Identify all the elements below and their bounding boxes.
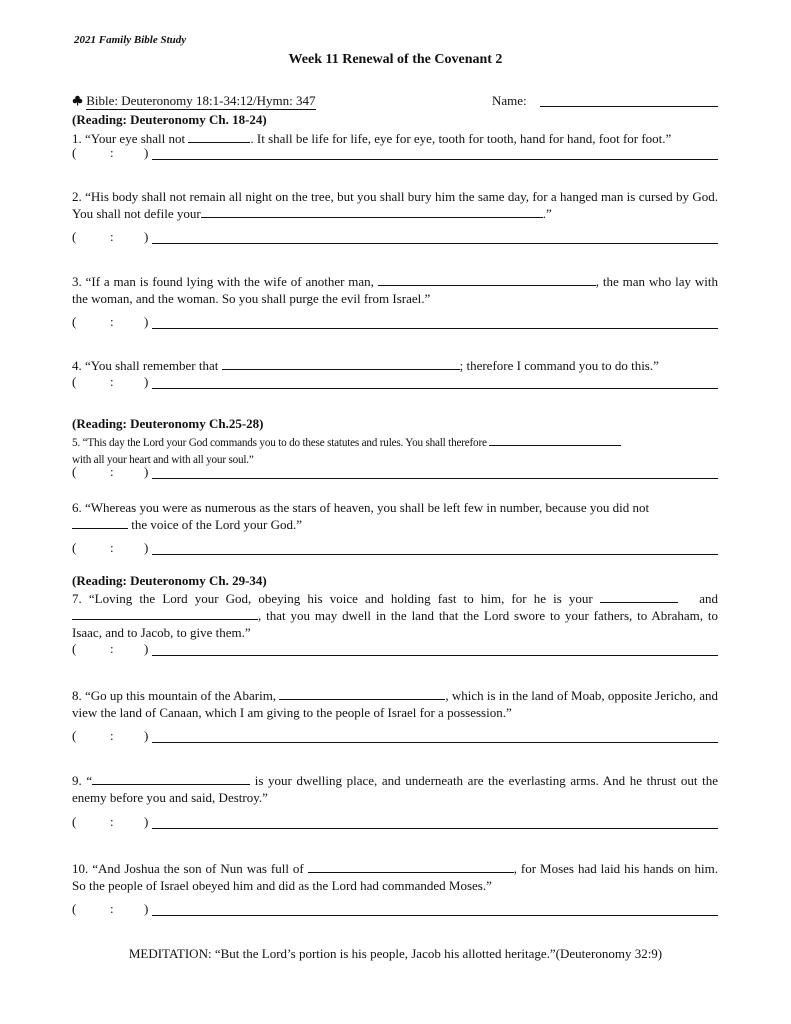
reference-line: ( : ) (72, 314, 718, 331)
answer-blank[interactable] (378, 273, 596, 286)
reference-line: ( : ) (72, 464, 718, 481)
meditation-verse: MEDITATION: “But the Lord’s portion is his people, Jacob his allotted heritage.”(Deuteronomy 32:9) (128, 946, 663, 961)
question-4: 4. “You shall remember that ; therefore I command you to do this.” (72, 358, 659, 373)
reference-field[interactable] (152, 328, 718, 329)
question-1: 1. “Your eye shall not . It shall be life for life, eye for eye, tooth for tooth, hand for hand, foot for foot.” (72, 131, 672, 146)
reference-line: ( : ) (72, 901, 718, 918)
section-heading: (Reading: Deuteronomy Ch. 18-24) (72, 112, 267, 127)
reference-field[interactable] (152, 478, 718, 479)
header-label: 2021 Family Bible Study (74, 34, 187, 46)
answer-blank[interactable] (489, 433, 621, 446)
reference-line: ( : ) (72, 641, 718, 658)
reference-field[interactable] (152, 915, 718, 916)
answer-blank[interactable] (201, 205, 543, 218)
question-10: 10. “And Joshua the son of Nun was full of , for Moses had laid his hands on him. So the people of Israel obeyed him and did as the Lord had commanded Moses.” (72, 861, 719, 893)
name-label: Name: (492, 93, 527, 108)
reference-field[interactable] (152, 243, 718, 244)
question-8: 8. “Go up this mountain of the Abarim, , which is in the land of Moab, opposite Jericho, and view the land of Canaan, which I am giving to the people of Israel for a possession.” (72, 688, 718, 720)
reference-field[interactable] (152, 388, 718, 389)
reference-line: ( : ) (72, 540, 718, 557)
answer-blank[interactable] (600, 590, 678, 603)
answer-blank[interactable] (279, 687, 445, 700)
club-icon (72, 95, 83, 106)
section-heading: (Reading: Deuteronomy Ch. 29-34) (72, 573, 267, 588)
reference-field[interactable] (152, 828, 718, 829)
question-9: 9. “ is your dwelling place, and underneath are the everlasting arms. And he thrust out the enemy before you and said, Destroy.” (72, 773, 718, 805)
reference-field[interactable] (152, 655, 718, 656)
reference-line: ( : ) (72, 229, 718, 246)
answer-blank[interactable] (72, 516, 128, 529)
question-7: 7. “Loving the Lord your God, obeying his voice and holding fast to him, for he is your and , that you may dwell in the land that the Lord swore to your fathers, to Abraham, to Isaac, and to Jacob, to give them.” (72, 591, 719, 640)
reference-field[interactable] (152, 742, 718, 743)
answer-blank[interactable] (72, 607, 258, 620)
reference-line: ( : ) (72, 728, 718, 745)
reference-line: ( : ) (72, 374, 718, 391)
question-3: 3. “If a man is found lying with the wife of another man, , the man who lay with the woman, and the woman. So you shall purge the evil from Israel.” (72, 274, 718, 306)
question-6: 6. “Whereas you were as numerous as the stars of heaven, you shall be left few in number, because you did not the voice of the Lord your God.” (72, 500, 650, 532)
page-title: Week 11 Renewal of the Covenant 2 (288, 52, 503, 67)
bible-hymn-line (72, 93, 316, 110)
answer-blank[interactable] (308, 860, 514, 873)
section-heading: (Reading: Deuteronomy Ch.25-28) (72, 416, 264, 431)
bible-hymn-label: Bible: Deuteronomy 18:1-34:12/Hymn: 347 (86, 93, 316, 108)
reference-field[interactable] (152, 554, 718, 555)
answer-blank[interactable] (222, 357, 460, 370)
reference-line: ( : ) (72, 145, 718, 162)
answer-blank[interactable] (188, 130, 250, 143)
name-field[interactable] (540, 106, 718, 107)
question-2: 2. “His body shall not remain all night on the tree, but you shall bury him the same day, for a hanged man is cursed by God. You shall not defile your .” (72, 189, 718, 221)
answer-blank[interactable] (92, 772, 250, 785)
reference-line: ( : ) (72, 814, 718, 831)
reference-field[interactable] (152, 159, 718, 160)
question-5: 5. “This day the Lord your God commands you to do these statutes and rules. You shall therefore with all your heart and with all your soul.” (72, 433, 718, 469)
